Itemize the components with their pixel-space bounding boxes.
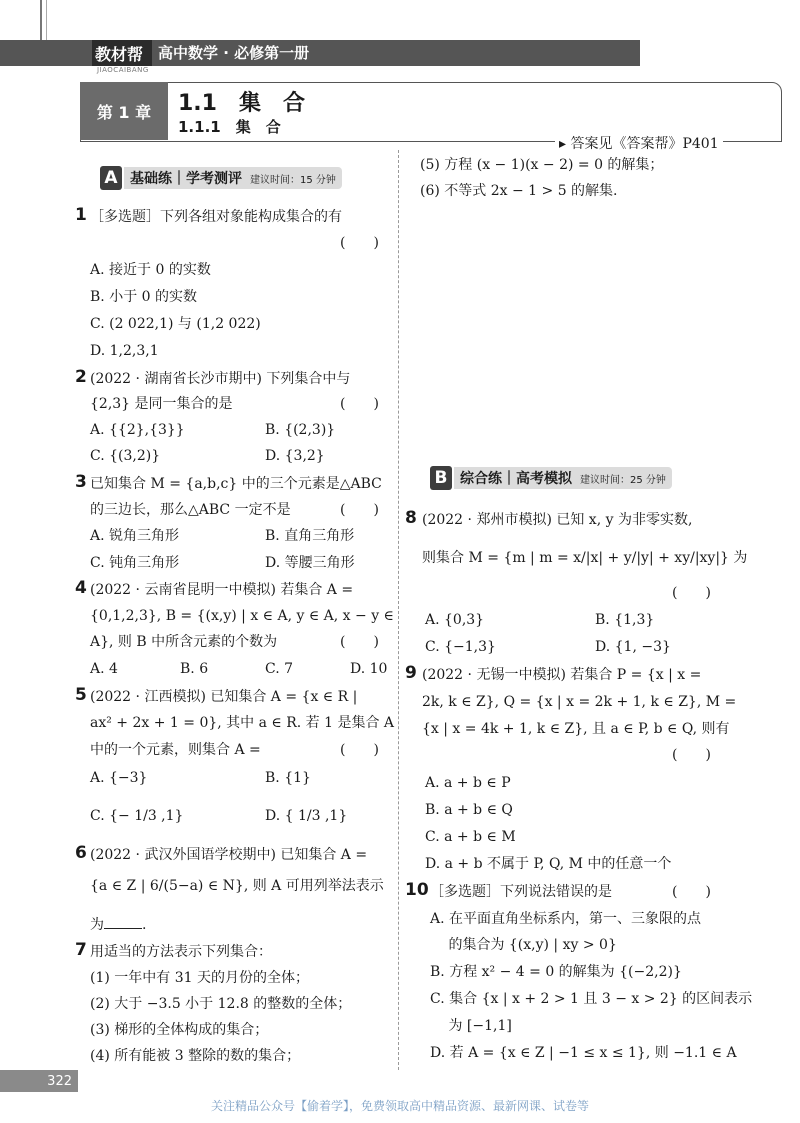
- option: C. {− 1/3 ,1}: [90, 808, 184, 824]
- question-number: 1: [75, 205, 87, 225]
- option: D. { 1/3 ,1}: [265, 808, 348, 824]
- list-item: (3) 梯形的全体构成的集合；: [90, 1022, 269, 1038]
- option: 的集合为 {(x,y) | xy > 0}: [430, 937, 617, 953]
- list-item: (5) 方程 (x − 1)(x − 2) = 0 的解集；: [420, 157, 664, 173]
- list-item: (4) 所有能被 3 整除的数的集合；: [90, 1048, 301, 1064]
- answer-bracket: ( ): [340, 634, 379, 650]
- section-title: 1.1 集 合: [178, 91, 305, 116]
- question-text: 已知集合 M = {a,b,c} 中的三个元素是△ABC: [90, 476, 382, 492]
- question-text: 用适当的方法表示下列集合：: [90, 944, 272, 960]
- list-item: (6) 不等式 2x − 1 > 5 的解集.: [420, 183, 618, 199]
- part-a-time: 建议时间：15 分钟: [250, 174, 336, 186]
- option: B. 6: [180, 661, 209, 677]
- question-text: 为 .: [90, 914, 146, 935]
- question-text: (2022 · 云南省昆明一中模拟) 若集合 A =: [90, 582, 354, 598]
- answer-bracket: ( ): [340, 742, 379, 758]
- option: A. {{2},{3}}: [90, 422, 185, 438]
- answer-reference: ▸ 答案见《答案帮》P401: [555, 134, 723, 154]
- option: C. {−1,3}: [425, 639, 496, 655]
- option: D. 1,2,3,1: [90, 343, 159, 359]
- option: C. {(3,2)}: [90, 448, 161, 464]
- option: B. {1}: [265, 770, 311, 786]
- answer-bracket: ( ): [672, 747, 711, 763]
- option: 为 [−1,1]: [430, 1018, 512, 1034]
- part-a-title: 基础练｜学考测评: [130, 171, 242, 187]
- part-b-badge: [430, 466, 672, 490]
- part-b-letter: B: [430, 466, 452, 490]
- option: A. 4: [90, 661, 118, 677]
- option: C. 集合 {x | x + 2 > 1 且 3 − x > 2} 的区间表示: [430, 991, 753, 1007]
- question-number: 10: [405, 880, 429, 900]
- question-text: ［多选题］下列说法错误的是: [430, 884, 612, 900]
- question-text: 的三边长，那么△ABC 一定不是: [90, 502, 291, 518]
- question-number: 8: [405, 508, 417, 528]
- page-number: 322: [0, 1070, 78, 1092]
- question-text: (2022 · 郑州市模拟) 已知 x, y 为非零实数,: [422, 512, 693, 528]
- option: A. 在平面直角坐标系内，第一、三象限的点: [430, 911, 702, 927]
- option: D. {1, −3}: [595, 639, 671, 655]
- part-a-letter: A: [100, 166, 122, 190]
- option: A. a + b ∈ P: [425, 775, 511, 791]
- option: B. 小于 0 的实数: [90, 289, 197, 305]
- question-text: {0,1,2,3}, B = {(x,y) | x ∈ A, y ∈ A, x − y ∈: [90, 608, 394, 624]
- chapter-label: 第 1 章: [80, 82, 168, 140]
- option: D. {3,2}: [265, 448, 325, 464]
- option: A. {−3}: [90, 770, 148, 786]
- brand-pinyin: JIAOCAIBANG: [97, 66, 149, 74]
- question-number: 6: [75, 843, 87, 863]
- book-title: 高中数学 · 必修第一册: [158, 44, 310, 62]
- question-text: {x | x = 4k + 1, k ∈ Z}, 且 a ∈ P, b ∈ Q, 则有: [422, 721, 730, 737]
- answer-bracket: ( ): [340, 235, 379, 251]
- option: C. a + b ∈ M: [425, 829, 516, 845]
- question-text: A}, 则 B 中所含元素的个数为: [90, 634, 278, 650]
- brand-name: 教材帮: [95, 45, 144, 64]
- question-text: (2022 · 湖南省长沙市期中) 下列集合中与: [90, 371, 351, 387]
- option: B. {(2,3)}: [265, 422, 336, 438]
- option: A. 锐角三角形: [90, 528, 180, 544]
- question-text: ax² + 2x + 1 = 0}, 其中 a ∈ R. 若 1 是集合 A: [90, 715, 395, 731]
- question-number: 5: [75, 685, 87, 705]
- question-text: (2022 · 武汉外国语学校期中) 已知集合 A =: [90, 847, 368, 863]
- option: B. 直角三角形: [265, 528, 355, 544]
- option: B. 方程 x² − 4 = 0 的解集为 {(−2,2)}: [430, 964, 682, 980]
- subsection-title: 1.1.1 集 合: [178, 118, 281, 136]
- answer-bracket: ( ): [672, 884, 711, 900]
- question-text: {a ∈ Z | 6/(5−a) ∈ N}, 则 A 可用列举法表示: [90, 878, 384, 894]
- part-b-title: 综合练｜高考模拟: [460, 471, 572, 487]
- option: D. 等腰三角形: [265, 555, 355, 571]
- list-item: (2) 大于 −3.5 小于 12.8 的整数的全体；: [90, 996, 352, 1012]
- option: A. 接近于 0 的实数: [90, 262, 211, 278]
- question-text: (2022 · 江西模拟) 已知集合 A = {x ∈ R |: [90, 689, 358, 705]
- footer-notice: 关注精品公众号【偷着学】，免费领取高中精品资源、最新网课、试卷等: [210, 1099, 589, 1113]
- question-number: 3: [75, 472, 87, 492]
- column-divider: [398, 150, 400, 1070]
- option: C. 7: [265, 661, 294, 677]
- question-number: 2: [75, 367, 87, 387]
- question-number: 7: [75, 940, 87, 960]
- option: D. 10: [350, 661, 388, 677]
- answer-bracket: ( ): [672, 585, 711, 601]
- question-text: (2022 · 无锡一中模拟) 若集合 P = {x | x =: [422, 667, 702, 683]
- question-text: ［多选题］下列各组对象能构成集合的有: [90, 209, 342, 225]
- option: C. 钝角三角形: [90, 555, 180, 571]
- option: D. a + b 不属于 P, Q, M 中的任意一个: [425, 856, 672, 872]
- fill-blank: [104, 914, 142, 929]
- list-item: (1) 一年中有 31 天的月份的全体；: [90, 970, 309, 986]
- answer-bracket: ( ): [340, 396, 379, 412]
- question-text: {2,3} 是同一集合的是: [90, 396, 233, 412]
- option: D. 若 A = {x ∈ Z | −1 ≤ x ≤ 1}, 则 −1.1 ∈ A: [430, 1045, 737, 1061]
- option: B. a + b ∈ Q: [425, 802, 513, 818]
- option: B. {1,3}: [595, 612, 655, 628]
- question-text: 2k, k ∈ Z}, Q = {x | x = 2k + 1, k ∈ Z}, M =: [422, 694, 737, 710]
- part-a-badge: [100, 166, 342, 190]
- answer-bracket: ( ): [340, 502, 379, 518]
- question-number: 4: [75, 578, 87, 598]
- question-number: 9: [405, 663, 417, 683]
- part-b-time: 建议时间：25 分钟: [580, 474, 666, 486]
- option: C. (2 022,1) 与 (1,2 022): [90, 316, 261, 332]
- question-text: 中的一个元素，则集合 A =: [90, 742, 261, 758]
- question-text: 则集合 M = {m | m = x/|x| + y/|y| + xy/|xy|} 为: [422, 550, 748, 566]
- option: A. {0,3}: [425, 612, 485, 628]
